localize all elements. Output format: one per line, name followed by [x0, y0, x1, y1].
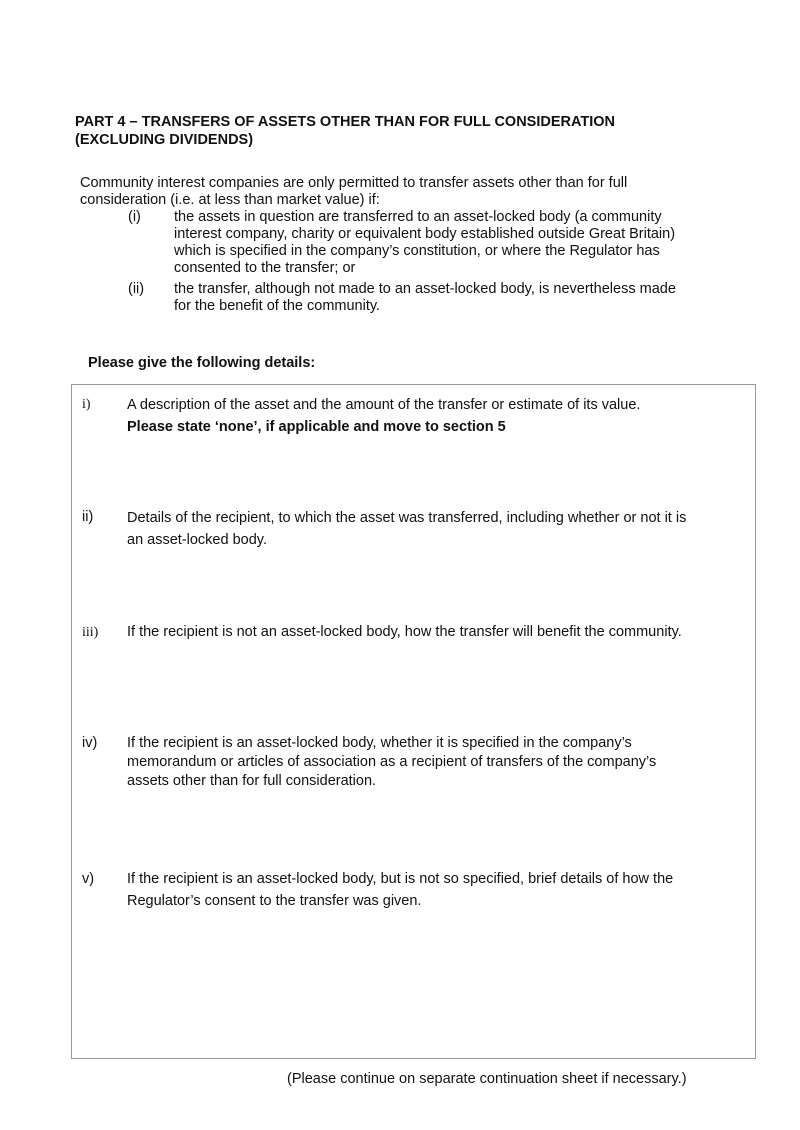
- question-text: [127, 507, 757, 551]
- question-text-line: assets other than for full consideration.: [127, 773, 377, 789]
- heading-line-2: (EXCLUDING DIVIDENDS): [75, 132, 254, 148]
- condition-text-line: the assets in question are transferred to an asset-locked body (a community: [174, 209, 662, 225]
- question-text-line: A description of the asset and the amount of the transfer or estimate of its value.: [127, 397, 641, 413]
- question-text: [127, 734, 757, 791]
- question-text: [127, 621, 757, 643]
- question-text: [127, 868, 757, 912]
- question-text: [127, 394, 757, 438]
- question-number: ii): [82, 509, 94, 525]
- question-text-line: If the recipient is an asset-locked body, whether it is specified in the company’s: [127, 735, 632, 751]
- condition-item: [80, 281, 760, 315]
- heading-line-1: PART 4 – TRANSFERS OF ASSETS OTHER THAN FOR FULL CONSIDERATION: [75, 114, 616, 130]
- condition-text-line: the transfer, although not made to an asset-locked body, is nevertheless made: [174, 281, 676, 297]
- question-number: i): [82, 397, 91, 412]
- intro-paragraph: [80, 175, 760, 315]
- intro-line-2: consideration (i.e. at less than market value) if:: [80, 192, 380, 208]
- question-number: iv): [82, 735, 98, 751]
- question-text-line: If the recipient is an asset-locked body, but is not so specified, brief details of how the: [127, 871, 674, 887]
- question-instruction: Please state ‘none’, if applicable and move to section 5: [127, 419, 506, 435]
- details-prompt: Please give the following details:: [88, 355, 316, 371]
- question-number: iii): [82, 625, 99, 640]
- question-text-line: memorandum or articles of association as a recipient of transfers of the company’s: [127, 754, 657, 770]
- condition-item: [80, 209, 760, 277]
- continuation-note: (Please continue on separate continuation sheet if necessary.): [287, 1071, 687, 1087]
- intro-line-1: Community interest companies are only permitted to transfer assets other than for full: [80, 175, 628, 191]
- condition-number: (ii): [128, 281, 145, 297]
- question-text-line: Regulator’s consent to the transfer was given.: [127, 893, 422, 909]
- details-answer-box[interactable]: [71, 384, 756, 1059]
- question-text-line: an asset-locked body.: [127, 532, 267, 548]
- question-text-line: Details of the recipient, to which the asset was transferred, including whether or not it is: [127, 510, 687, 526]
- condition-text-line: consented to the transfer; or: [174, 260, 356, 276]
- condition-number: (i): [128, 209, 141, 225]
- question-number: v): [82, 871, 95, 887]
- condition-text-line: for the benefit of the community.: [174, 298, 381, 314]
- condition-text-line: interest company, charity or equivalent body established outside Great Britain): [174, 226, 676, 242]
- section-heading: [75, 113, 755, 149]
- question-text-line: If the recipient is not an asset-locked body, how the transfer will benefit the community.: [127, 624, 682, 640]
- condition-text-line: which is specified in the company’s constitution, or where the Regulator has: [174, 243, 660, 259]
